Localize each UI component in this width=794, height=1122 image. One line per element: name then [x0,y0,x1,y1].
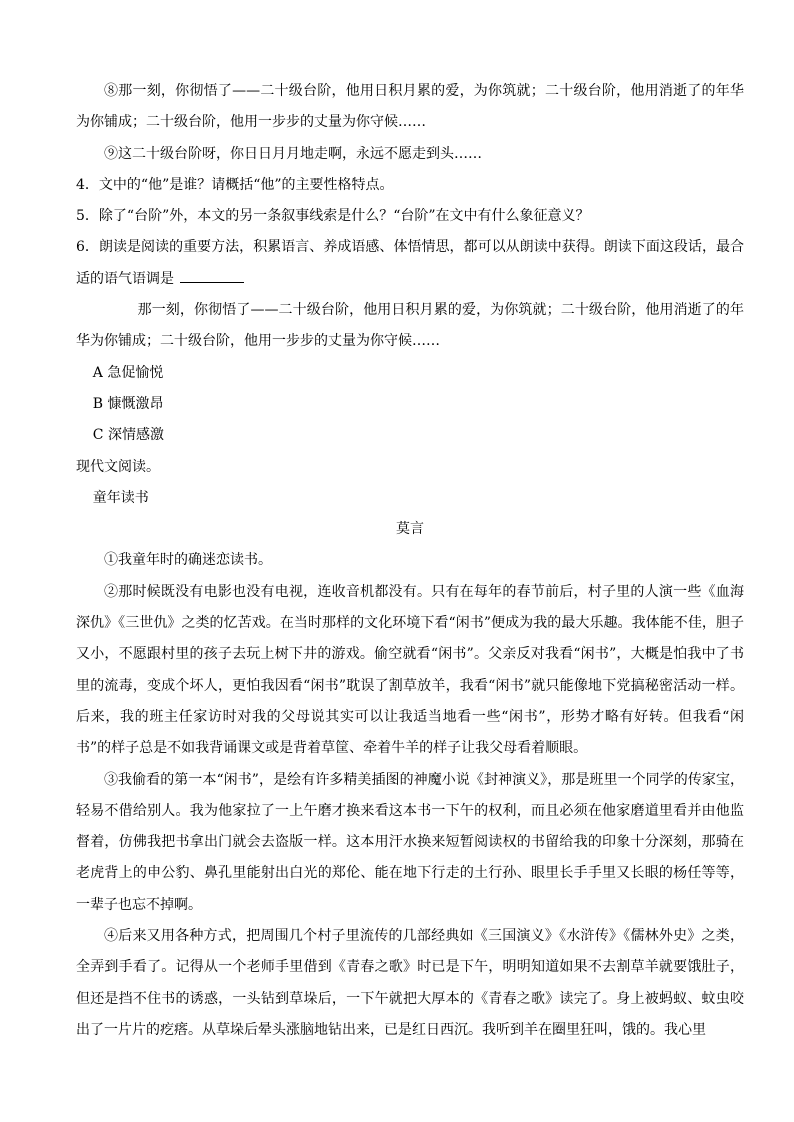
document-page [76,76,744,1046]
paragraph-optB [76,389,744,420]
paragraph-text: 那一刻，你彻悟了——二十级台阶，他用日积月累的爱，为你筑就；二十级台阶，他用消逝了的年华为你铺成；二十级台阶，他用一步步的丈量为你守候…… [76,302,744,350]
paragraph-text: ③我偷看的第一本“闲书”，是绘有许多精美插图的神魔小说《封神演义》，那是班里一个同学的传家宝，轻易不借给别人。我为他家拉了一上午磨才换来看这本书一下午的权利，而且必须在他家磨道里看并由他监督着，仿佛我把书拿出门就会去盗版一样。这本用汗水换来短暂阅读权的书留给我的印象十分深刻，那骑在老虎背上的申公豹、鼻孔里能射出白光的郑伦、能在地下行走的土行孙、眼里长手手里又长眼的杨任等等，一辈子也忘不掉啊。 [76,771,744,913]
paragraph-text: ④后来又用各种方式，把周围几个村子里流传的几部经典如《三国演义》《水浒传》《儒林外史》之类，全弄到手看了。记得从一个老师手里借到《青春之歌》时已是下午，明明知道如果不去割草羊就要饿肚子，但还是挡不住书的诱惑，一头钻到草垛后，一下午就把大厚本的《青春之歌》读完了。身上被蚂蚁、蚊虫咬出了一片片的疙瘩。从草垛后晕头涨脑地钻出来，已是红日西沉。我听到羊在圈里狂叫，饿的。我心里 [76,928,744,1038]
paragraph-text: 童年读书 [92,489,149,506]
paragraph-text: ①我童年时的确迷恋读书。 [104,552,272,569]
paragraph-r4 [76,921,744,1046]
paragraph-title [76,483,744,514]
paragraph-quote [76,295,744,358]
paragraph-text: ②那时候既没有电影也没有电视，连收音机都没有。只有在每年的春节前后，村子里的人演一些《血海深仇》《三世仇》之类的忆苦戏。在当时那样的文化环境下看“闲书”便成为我的最大乐趣。我体能不佳，胆子又小，不愿跟村里的孩子去玩上树下井的游戏。偷空就看“闲书”。父亲反对我看“闲书”，大概是怕我中了书里的流毒，变成个坏人，更怕我因看“闲书”耽误了割草放羊，我看“闲书”就只能像地下党搞秘密活动一样。后来，我的班主任家访时对我的父母说其实可以让我适当地看一些“闲书”，形势才略有好转。但我看“闲书”的样子总是不如我背诵课文或是背着草筐、牵着牛羊的样子让我父母看着顺眼。 [76,583,744,757]
paragraph-sec [76,452,744,483]
paragraph-text: 5．除了“台阶”外，本文的另一条叙事线索是什么？“台阶”在文中有什么象征意义？ [76,208,590,225]
paragraph-r3 [76,765,744,921]
paragraph-text: 6．朗读是阅读的重要方法，积累语言、养成语感、体悟情思，都可以从朗读中获得。朗读下面这段话，最合适的语气语调是 [76,239,744,287]
paragraph-q6 [76,232,744,295]
paragraph-text: 4．文中的“他”是谁？请概括“他”的主要性格特点。 [76,176,394,193]
paragraph-author [76,514,744,545]
paragraph-r1 [76,545,744,576]
paragraph-text: C 深情感激 [92,427,164,444]
paragraph-optC [76,420,744,451]
paragraph-text: 现代文阅读。 [76,458,160,475]
paragraph-q4 [76,170,744,201]
paragraph-p9 [76,139,744,170]
paragraph-r2 [76,577,744,765]
paragraph-text: ⑨这二十级台阶呀，你日日月月地走啊，永远不愿走到头…… [104,145,482,162]
paragraph-optA [76,358,744,389]
answer-blank[interactable] [180,268,244,283]
paragraph-text: ⑧那一刻，你彻悟了——二十级台阶，他用日积月累的爱，为你筑就；二十级台阶，他用消逝了的年华为你铺成；二十级台阶，他用一步步的丈量为你守候…… [76,83,744,131]
paragraph-q5 [76,201,744,232]
paragraph-text: 莫言 [396,521,424,538]
paragraph-p8 [76,76,744,139]
paragraph-text: A 急促愉悦 [92,364,164,381]
paragraph-text: B 慷慨激昂 [92,395,164,412]
